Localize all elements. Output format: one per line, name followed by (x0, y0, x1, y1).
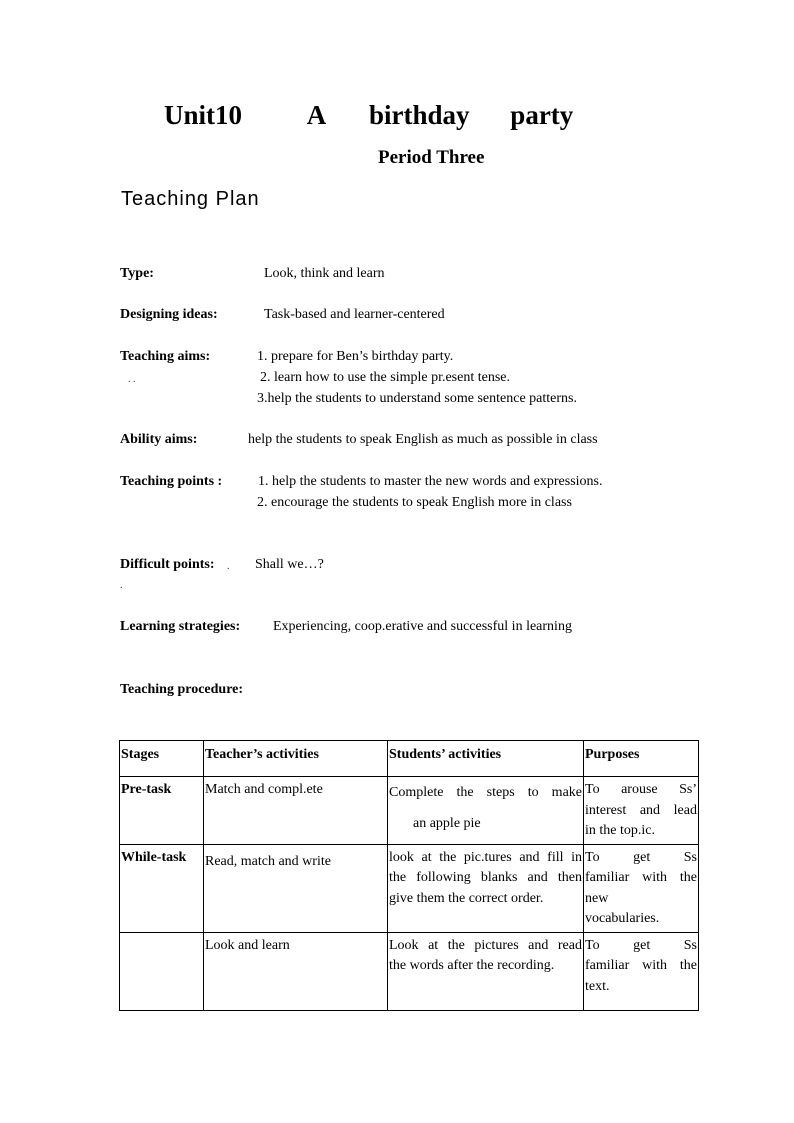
procedure-table (119, 740, 699, 1011)
row3-purposes (584, 932, 699, 1010)
table-row (120, 844, 699, 932)
designing-label: Designing ideas: (120, 307, 218, 322)
difficult-mark: . (227, 561, 230, 572)
plan-heading: Teaching Plan (121, 188, 260, 210)
row3-students-line1: Look at the pictures and read (389, 937, 582, 953)
row2-students-line1: look at the pic.tures and fill in (389, 849, 582, 865)
strategies-value: Experiencing, coop.erative and successful in learning (273, 619, 572, 634)
document-subtitle: Period Three (378, 147, 485, 168)
row3-students (388, 932, 584, 1010)
procedure-label: Teaching procedure: (120, 682, 244, 697)
row3-teacher: Look and learn (204, 932, 388, 1010)
aims-marks: . . (128, 374, 136, 385)
table-row (120, 932, 699, 1010)
row2-purposes-line2: familiar with the (585, 870, 697, 885)
difficult-mark-2: . (120, 580, 123, 591)
row3-purposes-line1: To get Ss (585, 937, 697, 953)
row1-stage: Pre-task (120, 777, 204, 845)
header-teacher: Teacher’s activities (204, 741, 388, 777)
title-unit: Unit10 (164, 100, 243, 130)
points-label: Teaching points : (120, 474, 223, 489)
row1-students (388, 777, 584, 845)
table-header-row (120, 741, 699, 777)
row2-purposes-line4: vocabularies. (585, 911, 660, 926)
type-value: Look, think and learn (264, 266, 385, 281)
row2-students (388, 844, 584, 932)
row1-purposes-line3: in the top.ic. (585, 823, 655, 838)
row3-students-line2: the words after the recording. (389, 958, 555, 973)
type-label: Type: (120, 266, 154, 281)
header-purposes: Purposes (584, 741, 699, 777)
strategies-label: Learning strategies: (120, 619, 241, 634)
header-students: Students’ activities (388, 741, 584, 777)
aim-item-3: 3.help the students to understand some sentence patterns. (257, 391, 577, 406)
row2-students-line3: give them the correct order. (389, 890, 544, 906)
header-stages: Stages (120, 741, 204, 777)
row3-stage (120, 932, 204, 1010)
row2-purposes-line3: new (585, 890, 609, 906)
designing-value: Task-based and learner-centered (264, 307, 445, 322)
row1-purposes-line2: interest and lead (585, 802, 697, 818)
ability-value: help the students to speak English as much as possible in class (248, 432, 598, 447)
row1-students-line2: an apple pie (413, 815, 481, 831)
row2-teacher: Read, match and write (204, 844, 388, 932)
title-word-a: A (306, 100, 327, 130)
difficult-label: Difficult points: (120, 557, 215, 572)
row1-purposes (584, 777, 699, 845)
row3-purposes-line2: familiar with the (585, 958, 697, 973)
aim-item-1: 1. prepare for Ben’s birthday party. (257, 349, 454, 364)
point-item-2: 2. encourage the students to speak English more in class (257, 495, 572, 510)
row2-stage: While-task (120, 844, 204, 932)
document-title (164, 100, 573, 131)
row1-teacher: Match and compl.ete (204, 777, 388, 845)
row3-purposes-line3: text. (585, 978, 610, 994)
aims-label: Teaching aims: (120, 349, 211, 364)
title-word-party: party (510, 100, 574, 130)
row2-purposes-line1: To get Ss (585, 849, 697, 865)
aim-item-2: 2. learn how to use the simple pr.esent tense. (260, 370, 510, 385)
difficult-value: Shall we…? (255, 557, 324, 572)
table-row (120, 777, 699, 845)
row1-students-line1: Complete the steps to make (389, 785, 582, 800)
row2-students-line2: the following blanks and then (389, 870, 582, 885)
point-item-1: 1. help the students to master the new words and expressions. (258, 474, 603, 489)
ability-label: Ability aims: (120, 432, 198, 447)
title-word-birthday: birthday (369, 100, 470, 130)
row1-purposes-line1: To arouse Ss’ (585, 782, 697, 797)
row2-purposes (584, 844, 699, 932)
